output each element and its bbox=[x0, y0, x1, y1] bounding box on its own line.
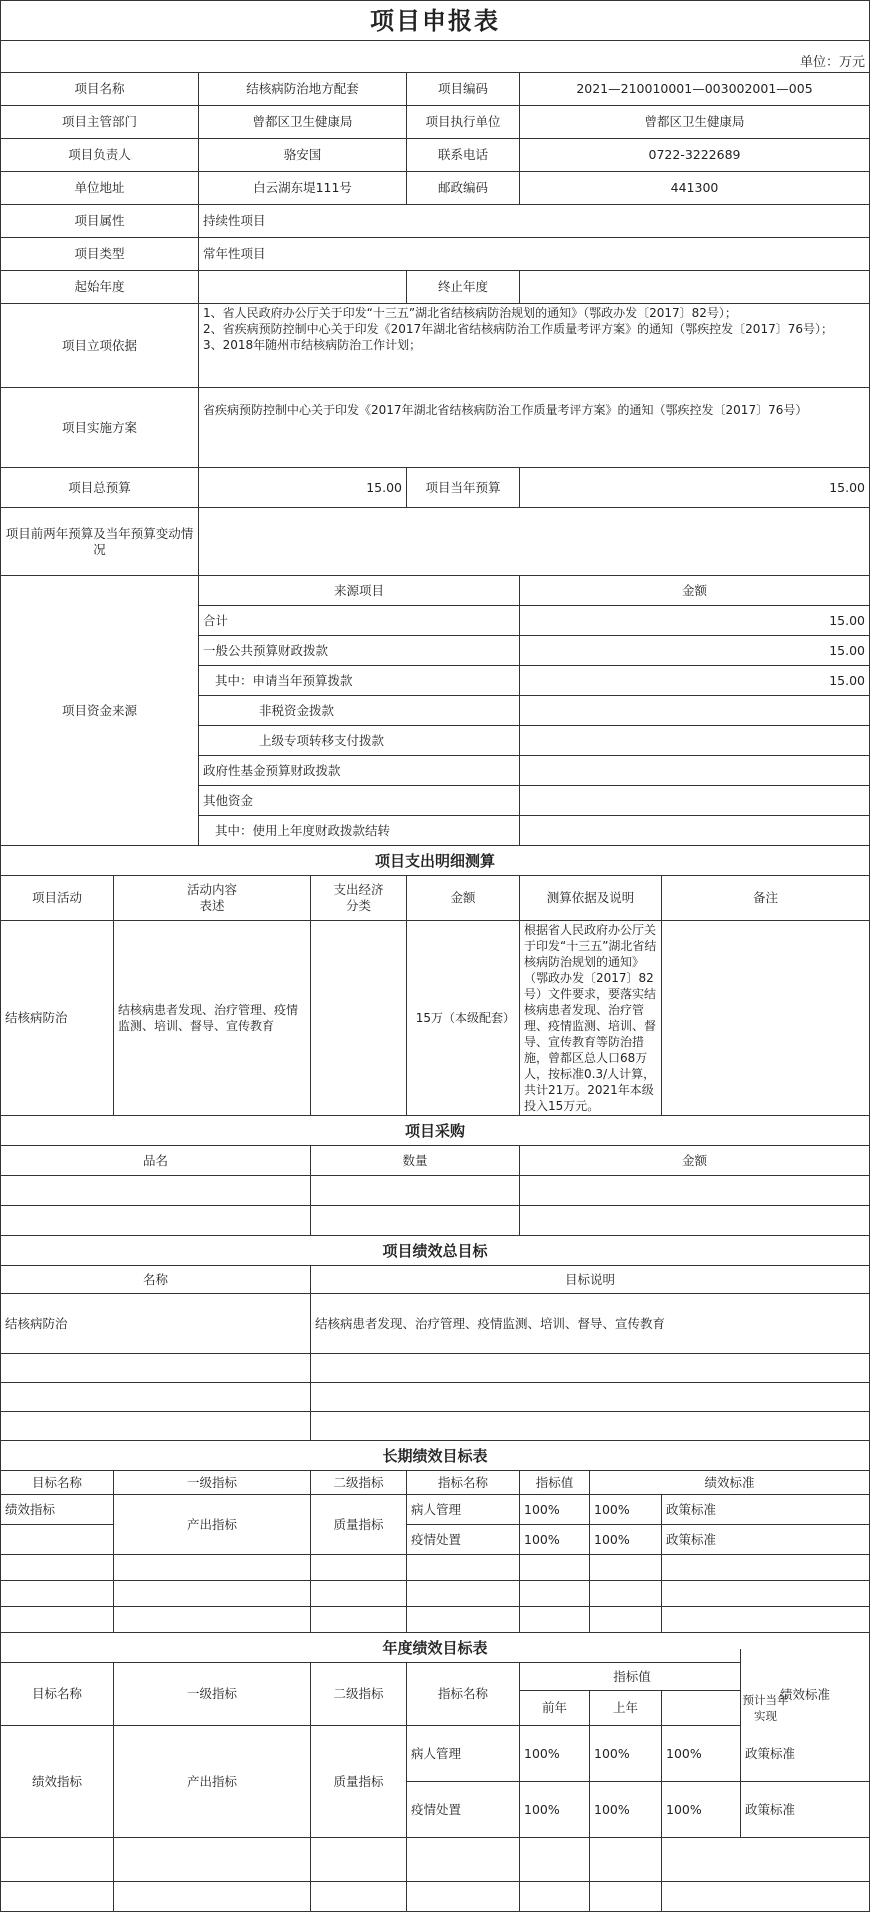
annual-y3: 100% 政策标准 bbox=[662, 1726, 870, 1782]
purchase-header-qty: 数量 bbox=[311, 1146, 520, 1176]
funding-row-name: 政府性基金预算财政拨款 bbox=[199, 756, 520, 786]
project-code: 2021—210010001—003002001—005 bbox=[520, 73, 870, 106]
annual-y2: 100% bbox=[590, 1782, 662, 1838]
longterm-header-l2: 二级指标 bbox=[311, 1471, 407, 1495]
annual-y2: 100% bbox=[590, 1726, 662, 1782]
annual-level2: 质量指标 bbox=[311, 1726, 407, 1838]
plan-text: 省疾病预防控制中心关于印发《2017年湖北省结核病防治工作质量考评方案》的通知（鄂疾控发〔2017〕76号） bbox=[199, 388, 870, 468]
dept-label: 项目主管部门 bbox=[1, 106, 199, 139]
purchase-header-item: 品名 bbox=[1, 1146, 311, 1176]
goal-row bbox=[1, 1383, 870, 1412]
funding-row-amount bbox=[520, 816, 870, 846]
annual-header-y3: 预计当年 实现 bbox=[662, 1691, 870, 1726]
funding-row-amount: 15.00 bbox=[520, 666, 870, 696]
expense-activity: 结核病防治 bbox=[1, 921, 114, 1116]
longterm-header-l1: 一级指标 bbox=[114, 1471, 311, 1495]
annual-standard: 政策标准 bbox=[740, 1726, 869, 1782]
funding-row-amount bbox=[520, 786, 870, 816]
annual-level1: 产出指标 bbox=[114, 1726, 311, 1838]
purchase-cell bbox=[311, 1176, 520, 1206]
project-name: 结核病防治地方配套 bbox=[199, 73, 407, 106]
annual-header-standard: 绩效标准 bbox=[740, 1649, 869, 1743]
funding-label: 项目资金来源 bbox=[1, 576, 199, 846]
purchase-header-amount: 金额 bbox=[520, 1146, 870, 1176]
annual-header-target: 目标名称 bbox=[1, 1663, 114, 1726]
plan-label: 项目实施方案 bbox=[1, 388, 199, 468]
postcode-label: 邮政编码 bbox=[407, 172, 520, 205]
attr: 持续性项目 bbox=[199, 205, 870, 238]
end-year bbox=[520, 271, 870, 304]
annual-row bbox=[1, 1838, 870, 1882]
purchase-cell bbox=[1, 1206, 311, 1236]
budget-change bbox=[199, 508, 870, 576]
total-budget: 15.00 bbox=[199, 468, 407, 508]
annual-indicator: 疫情处置 bbox=[407, 1782, 520, 1838]
goal-row bbox=[1, 1294, 870, 1354]
form-title: 项目申报表 bbox=[1, 1, 870, 41]
longterm-indicator: 疫情处置 bbox=[407, 1525, 520, 1555]
purchase-row bbox=[1, 1206, 870, 1236]
funding-row-name: 上级专项转移支付拨款 bbox=[199, 726, 520, 756]
annual-y3: 100% 政策标准 bbox=[662, 1782, 870, 1838]
longterm-row bbox=[1, 1555, 870, 1581]
goal-header-name: 名称 bbox=[1, 1266, 311, 1294]
basis-text: 1、省人民政府办公厅关于印发“十三五”湖北省结核病防治规划的通知》（鄂政办发〔2017〕82号）； 2、省疾病预防控制中心关于印发《2017年湖北省结核病防治工作质量考评方案》的通知（鄂疾控发〔2017〕76号）； 3、2018年随州市结核病防治工作计划； bbox=[199, 304, 870, 388]
type-label: 项目类型 bbox=[1, 238, 199, 271]
funding-col-source: 来源项目 bbox=[199, 576, 520, 606]
funding-row-name: 其中：使用上年度财政拨款结转 bbox=[199, 816, 520, 846]
annual-indicator: 病人管理 bbox=[407, 1726, 520, 1782]
annual-header-l2: 二级指标 bbox=[311, 1663, 407, 1726]
longterm-value: 100% bbox=[520, 1525, 590, 1555]
leader-label: 项目负责人 bbox=[1, 139, 199, 172]
expense-header-activity: 项目活动 bbox=[1, 876, 114, 921]
total-budget-label: 项目总预算 bbox=[1, 468, 199, 508]
funding-row-name: 非税资金拨款 bbox=[199, 696, 520, 726]
longterm-standard: 政策标准 bbox=[662, 1525, 870, 1555]
annual-y1: 100% bbox=[520, 1782, 590, 1838]
address-label: 单位地址 bbox=[1, 172, 199, 205]
funding-row-amount: 15.00 bbox=[520, 606, 870, 636]
annual-row bbox=[1, 1726, 870, 1782]
funding-row-name: 一般公共预算财政拨款 bbox=[199, 636, 520, 666]
purchase-cell bbox=[311, 1206, 520, 1236]
annual-section-title: 年度绩效目标表 bbox=[1, 1633, 870, 1663]
funding-row-name: 其他资金 bbox=[199, 786, 520, 816]
type: 常年性项目 bbox=[199, 238, 870, 271]
purchase-row bbox=[1, 1176, 870, 1206]
longterm-header-target: 目标名称 bbox=[1, 1471, 114, 1495]
year-budget: 15.00 bbox=[520, 468, 870, 508]
longterm-level1: 产出指标 bbox=[114, 1495, 311, 1555]
longterm-row bbox=[1, 1495, 870, 1525]
longterm-level2: 质量指标 bbox=[311, 1495, 407, 1555]
expense-header-amount: 金额 bbox=[407, 876, 520, 921]
expense-basis: 根据省人民政府办公厅关于印发“十三五”湖北省结核病防治规划的通知》（鄂政办发〔2017〕82号）文件要求，要落实结核病患者发现、治疗管理、疫情监测、培训、督导、宣传教育等防治措施，曾都区总人口68万人，按标准0.3/人计算，共计21万。2021年本级投入15万元。 bbox=[520, 921, 662, 1116]
goal-row bbox=[1, 1412, 870, 1441]
longterm-header-standard: 绩效标准 bbox=[590, 1471, 870, 1495]
expense-content: 结核病患者发现、治疗管理、疫情监测、培训、督导、宣传教育 bbox=[114, 921, 311, 1116]
exec-unit-label: 项目执行单位 bbox=[407, 106, 520, 139]
goal-desc: 结核病患者发现、治疗管理、疫情监测、培训、督导、宣传教育 bbox=[311, 1294, 870, 1354]
purchase-cell bbox=[520, 1206, 870, 1236]
expense-header-note: 备注 bbox=[662, 876, 870, 921]
longterm-row bbox=[1, 1607, 870, 1633]
annual-header-l1: 一级指标 bbox=[114, 1663, 311, 1726]
funding-col-amount: 金额 bbox=[520, 576, 870, 606]
annual-header-y2: 上年 bbox=[590, 1691, 662, 1726]
annual-y1: 100% bbox=[520, 1726, 590, 1782]
longterm-value-2: 100% bbox=[590, 1525, 662, 1555]
end-year-label: 终止年度 bbox=[407, 271, 520, 304]
longterm-value-2: 100% bbox=[590, 1495, 662, 1525]
expense-header-basis: 测算依据及说明 bbox=[520, 876, 662, 921]
longterm-target: 绩效指标 bbox=[1, 1495, 114, 1525]
expense-header-content: 活动内容 表述 bbox=[114, 876, 311, 921]
longterm-value: 100% bbox=[520, 1495, 590, 1525]
goal-name: 结核病防治 bbox=[1, 1294, 311, 1354]
funding-row-amount: 15.00 bbox=[520, 636, 870, 666]
goal-section-title: 项目绩效总目标 bbox=[1, 1236, 870, 1266]
longterm-header-value: 指标值 bbox=[520, 1471, 590, 1495]
longterm-standard: 政策标准 bbox=[662, 1495, 870, 1525]
address: 白云湖东堤111号 bbox=[199, 172, 407, 205]
purchase-cell bbox=[520, 1176, 870, 1206]
funding-row-amount bbox=[520, 756, 870, 786]
start-year bbox=[199, 271, 407, 304]
longterm-header-name: 指标名称 bbox=[407, 1471, 520, 1495]
annual-target: 绩效指标 bbox=[1, 1726, 114, 1838]
annual-standard: 政策标准 bbox=[740, 1782, 869, 1838]
project-code-label: 项目编码 bbox=[407, 73, 520, 106]
expense-header-econ: 支出经济 分类 bbox=[311, 876, 407, 921]
expense-note bbox=[662, 921, 870, 1116]
basis-label: 项目立项依据 bbox=[1, 304, 199, 388]
start-year-label: 起始年度 bbox=[1, 271, 199, 304]
exec-unit: 曾都区卫生健康局 bbox=[520, 106, 870, 139]
funding-row-name: 其中：申请当年预算拨款 bbox=[199, 666, 520, 696]
longterm-section-title: 长期绩效目标表 bbox=[1, 1441, 870, 1471]
goal-header-desc: 目标说明 bbox=[311, 1266, 870, 1294]
project-name-label: 项目名称 bbox=[1, 73, 199, 106]
funding-row-amount bbox=[520, 726, 870, 756]
longterm-indicator: 病人管理 bbox=[407, 1495, 520, 1525]
phone: 0722-3222689 bbox=[520, 139, 870, 172]
annual-header-name: 指标名称 bbox=[407, 1663, 520, 1726]
goal-row bbox=[1, 1354, 870, 1383]
annual-header-y1: 前年 bbox=[520, 1691, 590, 1726]
year-budget-label: 项目当年预算 bbox=[407, 468, 520, 508]
postcode: 441300 bbox=[520, 172, 870, 205]
budget-change-label: 项目前两年预算及当年预算变动情况 bbox=[1, 508, 199, 576]
expense-section-title: 项目支出明细测算 bbox=[1, 846, 870, 876]
funding-row-name: 合计 bbox=[199, 606, 520, 636]
purchase-section-title: 项目采购 bbox=[1, 1116, 870, 1146]
expense-row bbox=[1, 921, 870, 1116]
dept: 曾都区卫生健康局 bbox=[199, 106, 407, 139]
funding-row-amount bbox=[520, 696, 870, 726]
expense-amount: 15万（本级配套） bbox=[407, 921, 520, 1116]
attr-label: 项目属性 bbox=[1, 205, 199, 238]
longterm-row bbox=[1, 1581, 870, 1607]
annual-row bbox=[1, 1882, 870, 1912]
unit-label: 单位：万元 bbox=[1, 41, 870, 73]
leader: 骆安国 bbox=[199, 139, 407, 172]
purchase-cell bbox=[1, 1176, 311, 1206]
phone-label: 联系电话 bbox=[407, 139, 520, 172]
expense-econ bbox=[311, 921, 407, 1116]
annual-header-value: 指标值 绩效标准 bbox=[520, 1663, 870, 1691]
